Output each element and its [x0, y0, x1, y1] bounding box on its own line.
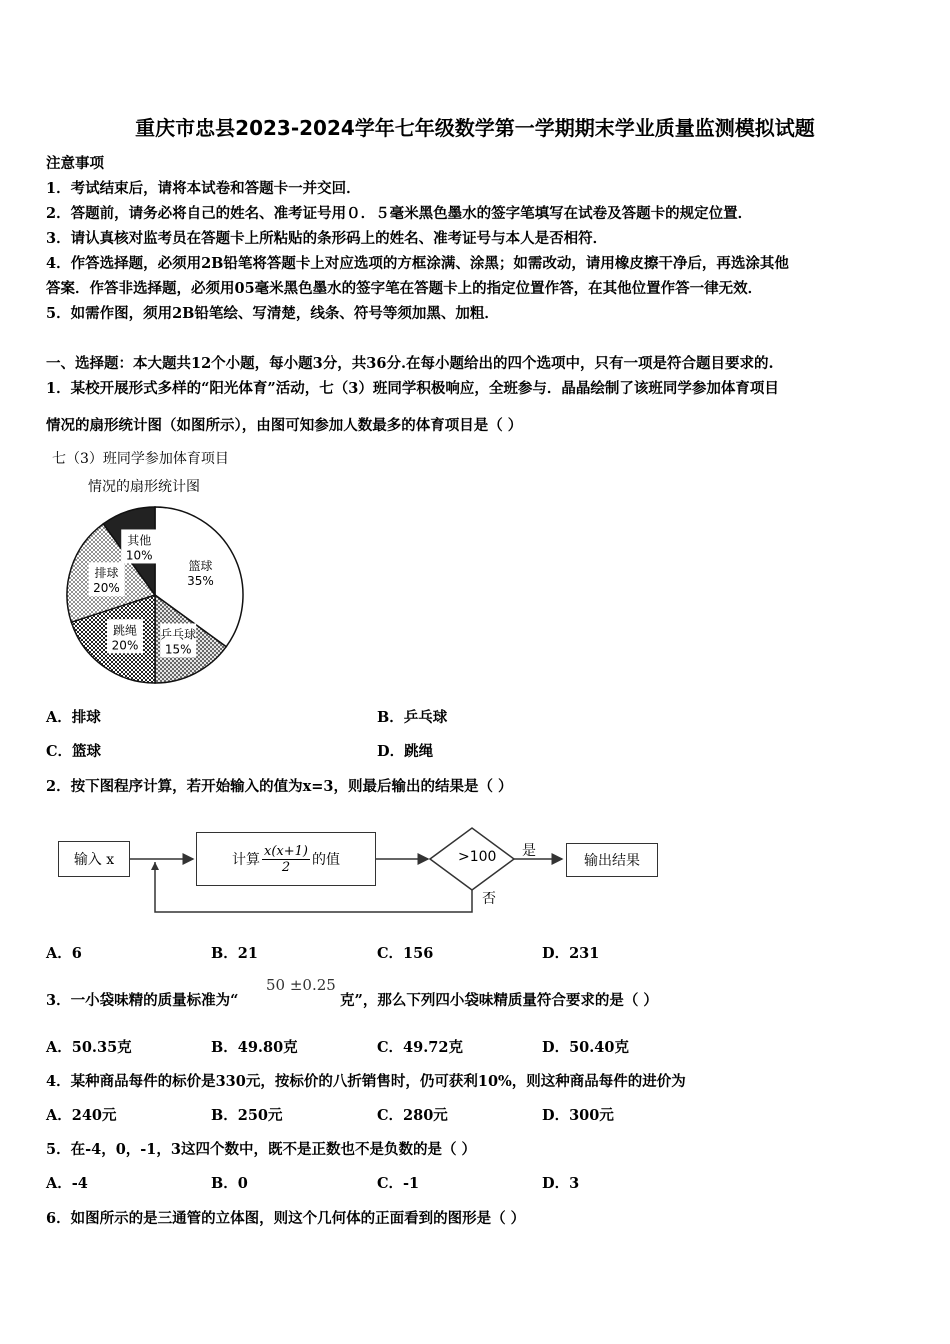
q3-option-b[interactable]: B．49.80克 — [211, 1039, 298, 1056]
question-3-suffix: 克”，那么下列四小袋味精质量符合要求的是（ ） — [340, 992, 658, 1009]
pie-label-category-3: 排球 — [94, 566, 119, 581]
pie-label-category-4: 其他 — [127, 533, 152, 548]
question-4-stem: 4．某种商品每件的标价是330元，按标价的八折销售时，仍可获利10%，则这种商品每件的进价为 — [46, 1073, 686, 1090]
q4-option-c[interactable]: C．280元 — [377, 1107, 448, 1124]
flow-calc-box — [196, 832, 376, 886]
flow-condition: >100 — [458, 849, 497, 865]
notice-heading: 注意事项 — [46, 155, 104, 172]
notice-item: 2．答题前，请务必将自己的姓名、准考证号用０．５毫米黑色墨水的签字笔填写在试卷及答题卡的规定位置． — [46, 205, 753, 222]
q2-option-d[interactable]: D．231 — [542, 945, 600, 962]
pie-label-value-2: 20% — [111, 638, 139, 653]
flow-calc-denominator: 2 — [281, 859, 291, 875]
pie-label-value-0: 35% — [187, 573, 214, 588]
question-5-stem: 5．在-4，0，-1，3这四个数中，既不是正数也不是负数的是（ ） — [46, 1141, 477, 1158]
notice-item: 1．考试结束后，请将本试卷和答题卡一并交回． — [46, 180, 361, 197]
question-1-line1: 1．某校开展形式多样的“阳光体育”活动，七（3）班同学积极响应，全班参与．晶晶绘制了该班同学参加体育项目 — [46, 380, 779, 397]
flow-calc-numerator: x(x+1) — [264, 843, 308, 859]
q4-option-b[interactable]: B．250元 — [211, 1107, 283, 1124]
question-1-line2: 情况的扇形统计图（如图所示），由图可知参加人数最多的体育项目是（ ） — [46, 417, 523, 434]
chart-title: 七（3）班同学参加体育项目 — [52, 451, 229, 467]
section-heading: 一、选择题：本大题共12个小题，每小题3分，共36分.在每小题给出的四个选项中，只有一项是符合题目要求的. — [46, 355, 774, 372]
q2-option-c[interactable]: C．156 — [377, 945, 434, 962]
pie-label-value-1: 15% — [164, 642, 192, 657]
q1-option-d[interactable]: D．跳绳 — [377, 743, 434, 760]
flow-output-box — [566, 843, 658, 877]
flow-no-label: 否 — [482, 891, 496, 907]
flow-input-label: 输入 x — [73, 852, 115, 868]
q5-option-a[interactable]: A．-4 — [46, 1175, 88, 1192]
q5-option-d[interactable]: D．3 — [542, 1175, 580, 1192]
flow-input-box — [58, 841, 130, 877]
pie-label-value-4: 10% — [125, 548, 153, 563]
q2-option-b[interactable]: B．21 — [211, 945, 258, 962]
flow-output-label: 输出结果 — [584, 853, 640, 869]
q1-option-c[interactable]: C．篮球 — [46, 743, 102, 760]
flow-calc-fraction — [262, 844, 310, 875]
question-6-stem: 6．如图所示的是三通管的立体图，则这个几何体的正面看到的图形是（ ） — [46, 1210, 526, 1227]
notice-item: 5．如需作图，须用2B铅笔绘、写清楚，线条、符号等须加黑、加粗． — [46, 305, 499, 322]
q5-option-c[interactable]: C．-1 — [377, 1175, 420, 1192]
notice-item: 4．作答选择题，必须用2B铅笔将答题卡上对应选项的方框涂满、涂黑；如需改动，请用橡皮擦干净后，再选涂其他 — [46, 255, 789, 272]
pie-chart — [55, 495, 255, 695]
question-3-formula: 50 ±0.25 — [266, 976, 336, 994]
pie-label-category-0: 篮球 — [188, 558, 213, 573]
pie-label-category-2: 跳绳 — [112, 623, 138, 638]
question-2-stem: 2．按下图程序计算，若开始输入的值为x=3，则最后输出的结果是（ ） — [46, 778, 513, 795]
q3-option-c[interactable]: C．49.72克 — [377, 1039, 463, 1056]
q3-option-d[interactable]: D．50.40克 — [542, 1039, 629, 1056]
q1-option-b[interactable]: B．乒乓球 — [377, 709, 448, 726]
q5-option-b[interactable]: B．0 — [211, 1175, 248, 1192]
page-title: 重庆市忠县2023-2024学年七年级数学第一学期期末学业质量监测模拟试题 — [135, 116, 815, 140]
notice-item: 答案．作答非选择题，必须用05毫米黑色墨水的签字笔在答题卡上的指定位置作答，在其他位置作答一律无效． — [46, 280, 763, 297]
chart-subtitle: 情况的扇形统计图 — [88, 479, 200, 495]
q4-option-d[interactable]: D．300元 — [542, 1107, 614, 1124]
pie-label-category-1: 乒乓球 — [160, 627, 197, 642]
question-3-prefix: 3．一小袋味精的质量标准为“ — [46, 992, 239, 1009]
q4-option-a[interactable]: A．240元 — [46, 1107, 117, 1124]
q1-option-a[interactable]: A．排球 — [46, 709, 101, 726]
flow-yes-label: 是 — [522, 843, 536, 859]
flow-calc-prefix: 计算 — [232, 852, 260, 868]
notice-item: 3．请认真核对监考员在答题卡上所粘贴的条形码上的姓名、准考证号与本人是否相符． — [46, 230, 608, 247]
pie-label-value-3: 20% — [93, 581, 120, 596]
q3-option-a[interactable]: A．50.35克 — [46, 1039, 132, 1056]
flow-calc-suffix: 的值 — [311, 852, 340, 868]
q2-option-a[interactable]: A．6 — [46, 945, 82, 962]
